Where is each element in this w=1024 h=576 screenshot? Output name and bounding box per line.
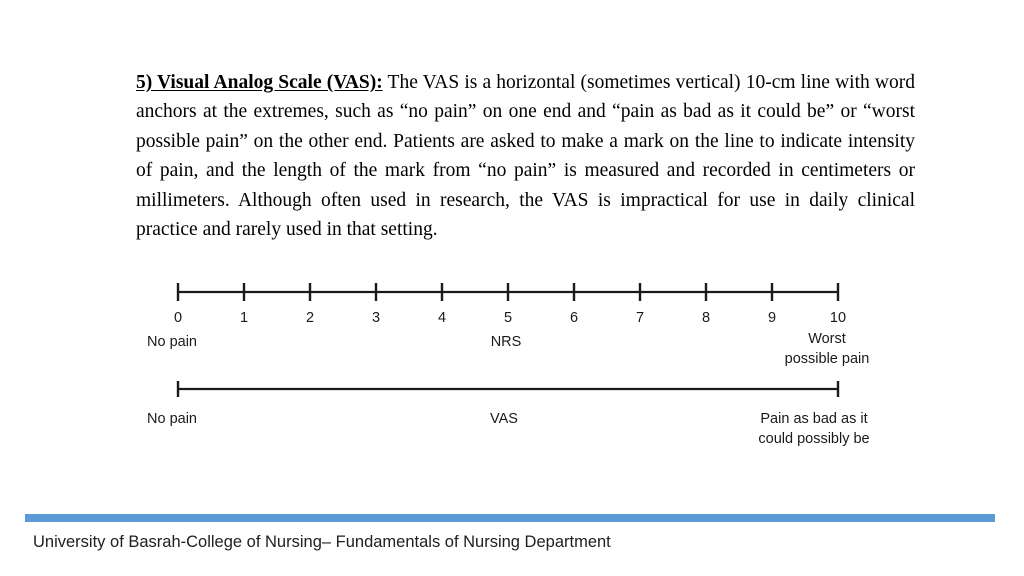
footer-text: University of Basrah-College of Nursing– Fundamentals of Nursing Department <box>33 533 611 551</box>
nrs-tick-label: 1 <box>239 310 249 326</box>
nrs-tick-label: 4 <box>437 310 447 326</box>
nrs-anchor-left: No pain <box>147 334 197 350</box>
nrs-tick-label: 3 <box>371 310 381 326</box>
vas-anchor-right-line1: Pain as bad as it <box>760 411 868 427</box>
vas-anchor-right-line2: could possibly be <box>758 431 870 447</box>
vas-anchor-center: VAS <box>490 411 518 427</box>
nrs-tick-label: 0 <box>173 310 183 326</box>
footer-accent-bar <box>25 514 995 522</box>
nrs-tick-label: 6 <box>569 310 579 326</box>
nrs-anchor-center: NRS <box>490 334 522 350</box>
nrs-tick-label: 7 <box>635 310 645 326</box>
nrs-tick-label: 9 <box>767 310 777 326</box>
paragraph-heading-lead: 5) Visual Analog Scale (VAS): <box>136 71 383 93</box>
nrs-anchor-right-line2: possible pain <box>784 351 870 367</box>
nrs-anchor-right-line1: Worst <box>808 331 846 347</box>
paragraph-text: The VAS is a horizontal (sometimes vertical) 10-cm line with word anchors at the extremes, such as “no pain” on one end and “pain as bad as it could be” or “worst possible pain” on the other end. Patients are asked to make a mark on the line to indicate intensity of pain, and the length of the mark from “no pain” is measured and recorded in centimeters or millimeters. Although often used in research, the VAS is impractical for use in daily clinical practice and rarely used in that setting. <box>136 71 915 241</box>
vas-anchor-left: No pain <box>147 411 197 427</box>
nrs-tick-label: 2 <box>305 310 315 326</box>
nrs-tick-label: 8 <box>701 310 711 326</box>
nrs-tick-label: 10 <box>829 310 847 326</box>
nrs-tick-label: 5 <box>503 310 513 326</box>
